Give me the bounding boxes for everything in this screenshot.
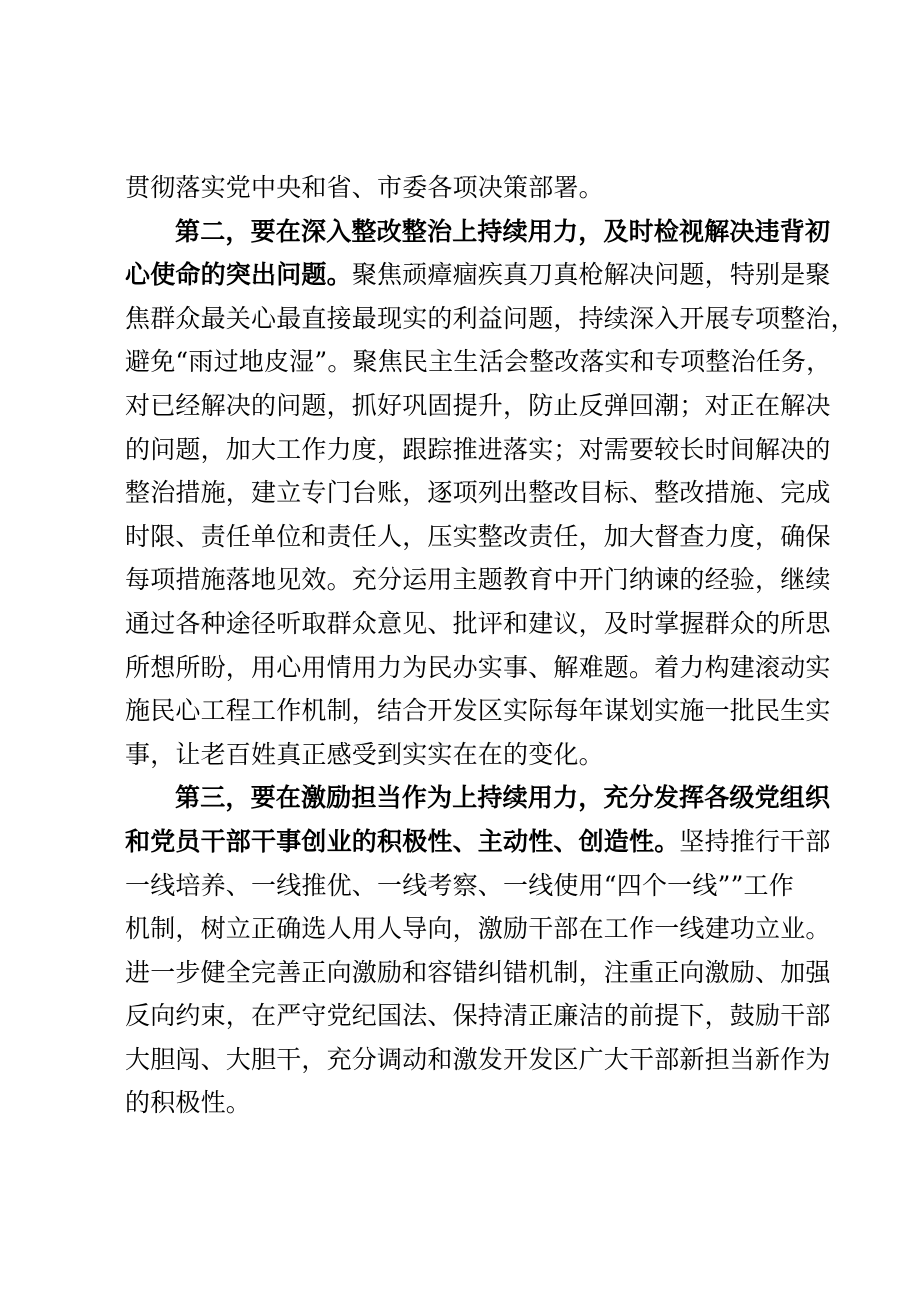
text-line: 反向约束，在严守党纪国法、保持清正廉洁的前提下，鼓励干部 <box>125 1001 831 1031</box>
text-line: 焦群众最关心最直接最现实的利益问题，持续深入开展专项整治， <box>125 303 856 333</box>
paragraph-3-lead-line-1: 第三，要在激励担当作为上持续用力，充分发挥各级党组织 <box>175 783 831 813</box>
text-line: 避免“雨过地皮湿”。聚焦民主生活会整改落实和专项整治任务， <box>125 347 832 377</box>
text-line: 进一步健全完善正向激励和容错纠错机制，注重正向激励、加强 <box>125 957 831 987</box>
text-line: 施民心工程工作机制，结合开发区实际每年谋划实施一批民生实 <box>125 696 831 726</box>
paragraph-2-rest-line-2: 聚焦顽瘴痼疾真刀真枪解决问题，特别是聚 <box>351 260 831 290</box>
text-line: 机制，树立正确选人用人导向，激励干部在工作一线建功立业。 <box>125 914 831 944</box>
text-line: 时限、责任单位和责任人，压实整改责任，加大督查力度，确保 <box>125 521 831 551</box>
text-line: 事，让老百姓真正感受到实实在在的变化。 <box>125 739 604 769</box>
paragraph-2-lead-line-1: 第二，要在深入整改整治上持续用力，及时检视解决违背初 <box>175 216 831 246</box>
paragraph-3-rest-line-2: 坚持推行干部 <box>679 826 831 856</box>
paragraph-2 <box>125 210 856 777</box>
text-line: 贯彻落实党中央和省、市委各项决策部署。 <box>125 173 604 202</box>
paragraph-3-lead-line-2: 和党员干部干事创业的积极性、主动性、创造性。 <box>125 826 680 856</box>
text-line: 的问题，加大工作力度，跟踪推进落实；对需要较长时间解决的 <box>125 434 831 464</box>
paragraph-2-line-2 <box>125 253 831 297</box>
text-line: 整治措施，建立专门台账，逐项列出整改目标、整改措施、完成 <box>125 478 831 508</box>
text-line: 所想所盼，用心用情用力为民办实事、解难题。着力构建滚动实 <box>125 652 831 682</box>
text-line: 大胆闯、大胆干，充分调动和激发开发区广大干部新担当新作为 <box>125 1044 831 1074</box>
paragraph-2-lead-line-2: 心使命的突出问题。 <box>125 260 352 290</box>
paragraph-1 <box>125 166 805 210</box>
paragraph-3 <box>125 776 831 1125</box>
paragraph-3-line-2 <box>125 820 831 864</box>
text-line: 一线培养、一线推优、一线考察、一线使用“四个一线””工作 <box>125 870 794 900</box>
text-line: 每项措施落地见效。充分运用主题教育中开门纳谏的经验，继续 <box>125 565 831 595</box>
text-line: 通过各种途径听取群众意见、批评和建议，及时掌握群众的所思 <box>125 608 831 638</box>
document-body <box>125 166 856 1125</box>
text-line: 的积极性。 <box>125 1088 252 1118</box>
text-line: 对已经解决的问题，抓好巩固提升，防止反弹回潮；对正在解决 <box>125 390 831 420</box>
